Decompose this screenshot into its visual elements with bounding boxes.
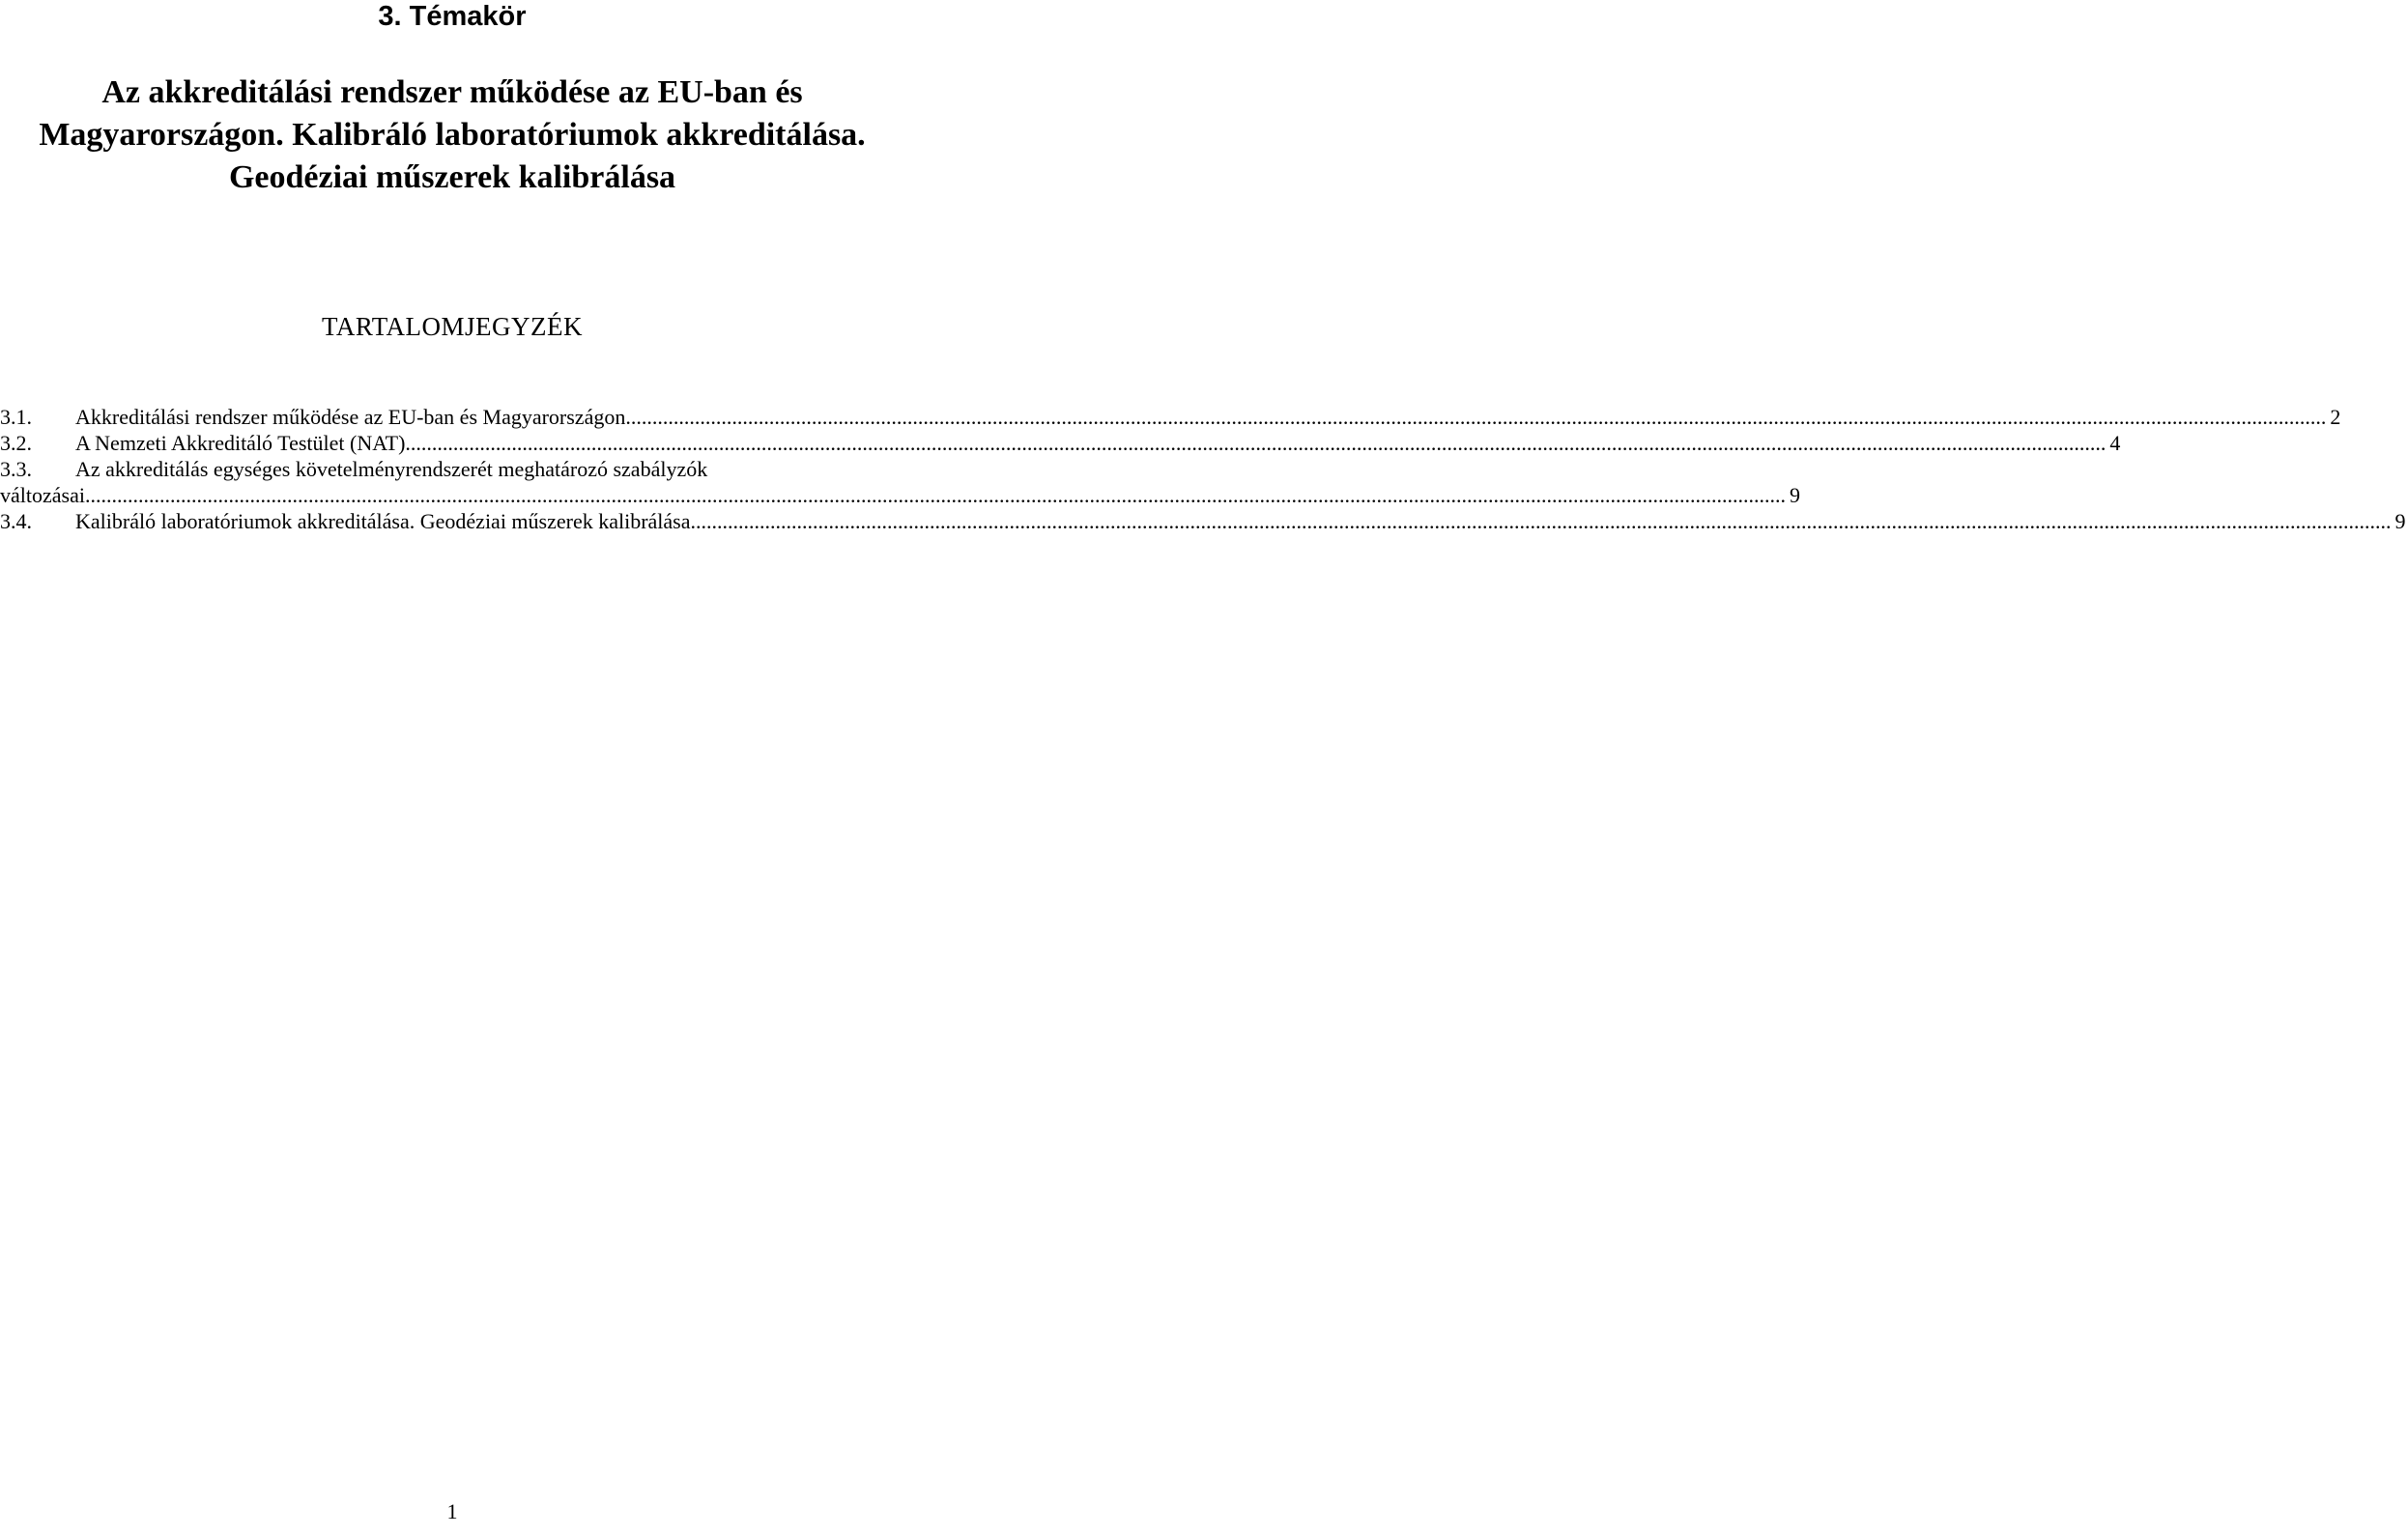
toc-entry-line[interactable]: [0, 404, 2341, 430]
toc-entry-title: Kalibráló laboratóriumok akkreditálása. Geodéziai műszerek kalibrálása: [75, 509, 691, 533]
table-of-contents: [0, 404, 2406, 534]
toc-entry-title: Az akkreditálás egységes követelményrendszerét meghatározó szabályzók: [75, 457, 708, 481]
toc-entry-line[interactable]: [0, 508, 2406, 534]
toc-entry-number: 3.4.: [0, 509, 32, 533]
document-title: [0, 71, 904, 199]
toc-entry-page: 9: [2394, 509, 2406, 533]
toc-entry-page: 9: [1789, 483, 1800, 507]
page-number: 1: [446, 1499, 458, 1523]
toc-entry-line[interactable]: [0, 482, 1800, 508]
toc-dot-leader: [625, 404, 2326, 430]
toc-entry-line[interactable]: [0, 456, 928, 482]
chapter-heading: 3. Témakör: [378, 1, 527, 32]
toc-entry[interactable]: [0, 456, 1800, 508]
toc-dot-leader: [691, 508, 2392, 534]
toc-dot-leader: [405, 430, 2106, 456]
toc-entry-title-continuation: változásai: [0, 483, 85, 507]
toc-entry-number: 3.2.: [0, 431, 32, 455]
toc-entry-page: 2: [2330, 405, 2341, 429]
toc-heading: TARTALOMJEGYZÉK: [321, 312, 584, 341]
toc-entry-number: 3.1.: [0, 405, 32, 429]
toc-entry[interactable]: [0, 508, 2406, 534]
toc-dot-leader: [85, 482, 1786, 508]
document-title-line: Magyarországon. Kalibráló laboratóriumok akkreditálása.: [39, 117, 866, 153]
document-title-line: Geodéziai műszerek kalibrálása: [228, 159, 676, 195]
toc-entry-number: 3.3.: [0, 457, 32, 481]
toc-entry-title: Akkreditálási rendszer működése az EU-ban és Magyarországon: [75, 405, 626, 429]
document-title-line: Az akkreditálási rendszer működése az EU-ban és: [101, 74, 803, 110]
toc-entry[interactable]: [0, 430, 2121, 456]
toc-entry-title: A Nemzeti Akkreditáló Testület (NAT): [75, 431, 406, 455]
toc-entry-line[interactable]: [0, 430, 2121, 456]
toc-entry-page: 4: [2109, 431, 2121, 455]
toc-entry[interactable]: [0, 404, 2341, 430]
